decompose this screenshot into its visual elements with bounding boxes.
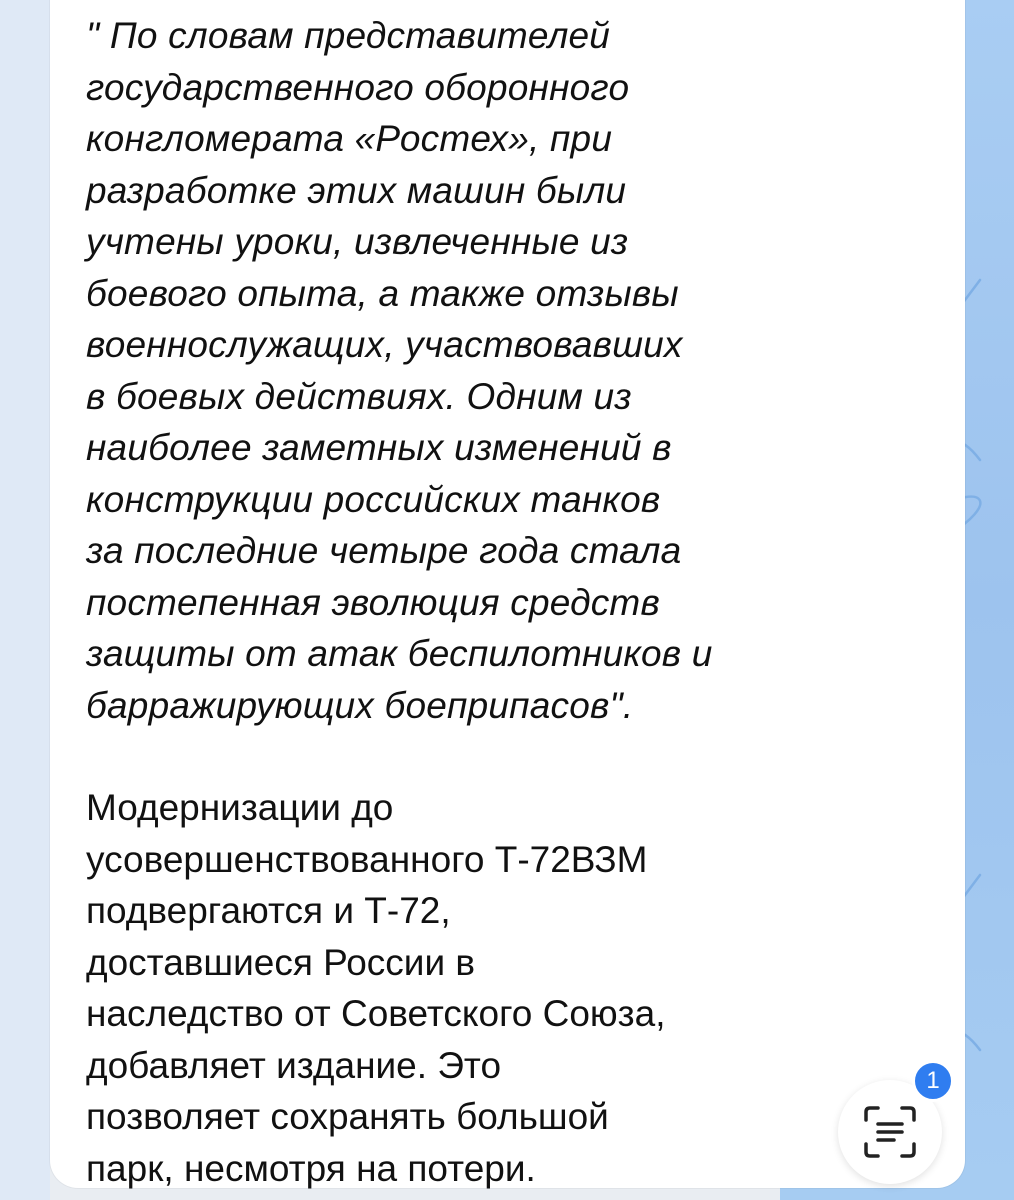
left-margin [0, 0, 50, 1200]
message-quote-text: " По словам представителей государственного оборонного конгломерата «Ростех», при разработке этих машин были учтены уроки, извлеченные из боевого опыта, а также отзывы военнослужащих, участвовавших в боевых действиях. Одним из наиболее заметных изменений в конструкции российских танков за последние четыре года стала постепенная эволюция средств защиты от атак беспилотников и барражирующих боеприпасов". [86, 15, 713, 726]
message-body-text: Модернизации до усовершенствованного Т-72ВЗМ подвергаются и Т-72, доставшиеся России в наследство от Советского Союза, добавляет издание. Это позволяет сохранять большой парк, несмотря на потери. [86, 787, 666, 1189]
notification-badge: 1 [912, 1060, 954, 1102]
message-content [86, 10, 776, 1194]
message-bubble [50, 0, 965, 1188]
text-scan-icon [860, 1102, 920, 1162]
